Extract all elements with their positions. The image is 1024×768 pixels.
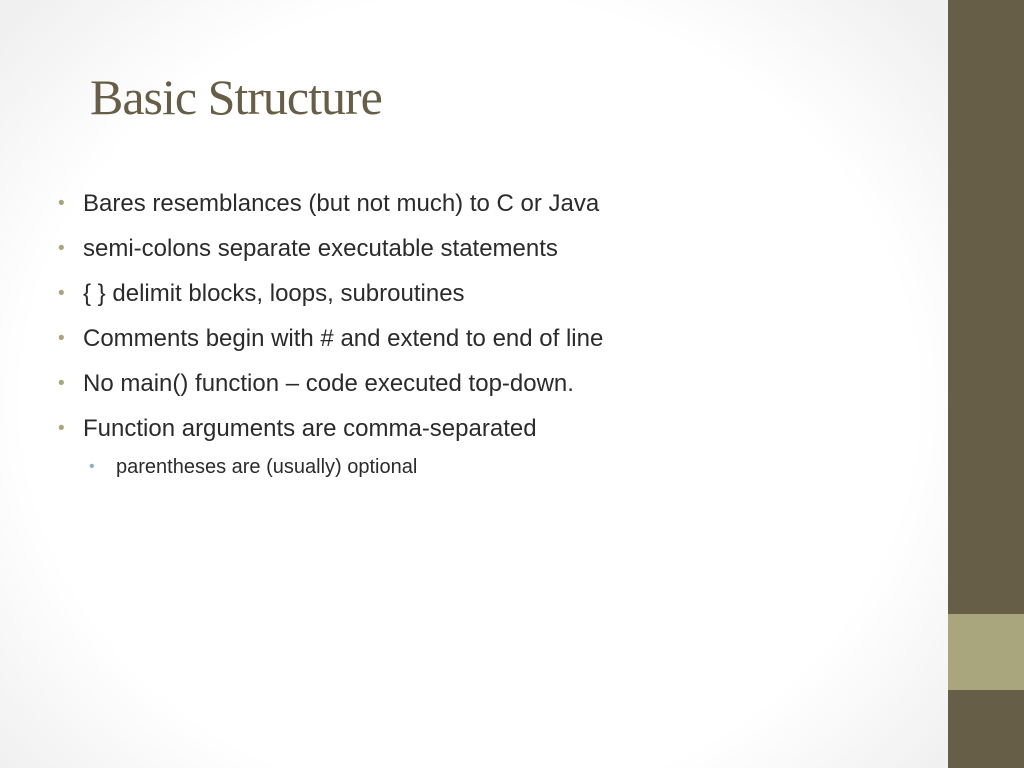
sub-bullet-item	[56, 452, 603, 492]
bullet-dot-icon: •	[58, 193, 65, 214]
bullet-text: semi-colons separate executable statements	[83, 235, 558, 262]
sidebar-accent-block	[948, 614, 1024, 690]
bullet-item	[56, 411, 603, 456]
bullet-dot-icon: •	[58, 328, 65, 349]
bullet-text: No main() function – code executed top-down.	[83, 370, 574, 397]
bullet-dot-icon: •	[58, 238, 65, 259]
sub-bullet-dot-icon: •	[89, 458, 95, 475]
bullet-list	[56, 186, 603, 492]
bullet-item	[56, 231, 603, 276]
bullet-text: Comments begin with # and extend to end of line	[83, 325, 604, 352]
bullet-dot-icon: •	[58, 418, 65, 439]
bullet-item	[56, 276, 603, 321]
bullet-dot-icon: •	[58, 283, 65, 304]
decorative-sidebar	[948, 0, 1024, 768]
bullet-text: { } delimit blocks, loops, subroutines	[83, 280, 465, 307]
bullet-item	[56, 366, 603, 411]
bullet-dot-icon: •	[58, 373, 65, 394]
bullet-text: Bares resemblances (but not much) to C or Java	[83, 190, 600, 217]
slide-title: Basic Structure	[90, 69, 382, 125]
sub-bullet-text: parentheses are (usually) optional	[116, 456, 418, 478]
bullet-item	[56, 186, 603, 231]
bullet-text: Function arguments are comma-separated	[83, 415, 537, 442]
bullet-item	[56, 321, 603, 366]
